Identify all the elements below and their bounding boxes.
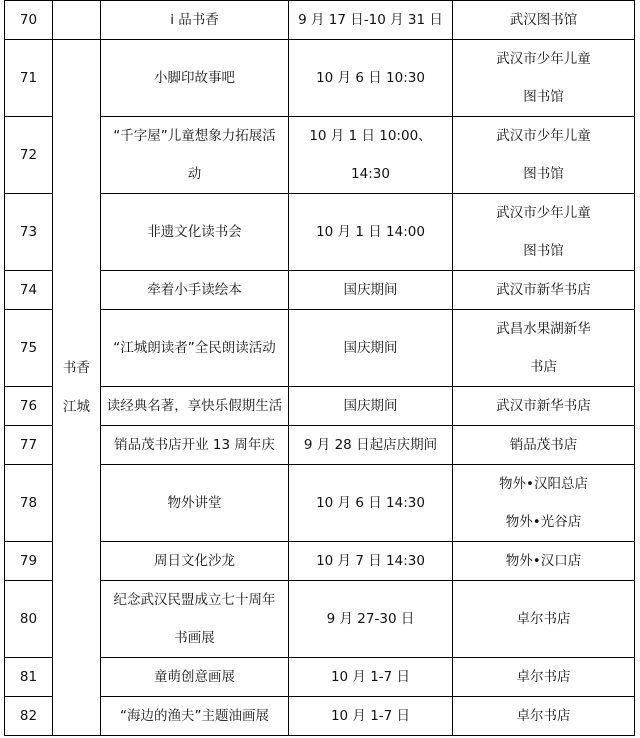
venue-cell <box>453 465 635 542</box>
venue-line: 武汉图书馆 <box>509 12 578 28</box>
activity-time-line: 10 月 1-7 日 <box>330 669 411 685</box>
row-number-cell: 82 <box>5 697 53 736</box>
activity-time-cell <box>289 465 453 542</box>
venue-line: 武昌水果湖新华 <box>496 321 591 337</box>
category-cell-empty <box>53 1 101 40</box>
activity-name-cell <box>101 542 289 581</box>
row-number-cell: 70 <box>5 1 53 40</box>
category-label-line2: 江城 <box>63 398 90 415</box>
venue-line: 武汉市少年儿童 <box>496 128 591 144</box>
activity-time-line: 9 月 27-30 日 <box>326 611 415 627</box>
activity-time-cell <box>289 542 453 581</box>
activity-name-cell <box>101 117 289 194</box>
activity-time-cell <box>289 658 453 697</box>
row-number-cell: 80 <box>5 581 53 658</box>
activity-time-line: 9 月 17 日-10 月 31 日 <box>298 12 443 28</box>
venue-line: 图书馆 <box>523 89 564 105</box>
venue-line: 武汉市新华书店 <box>496 398 591 414</box>
activity-time-line: 国庆期间 <box>343 340 398 356</box>
activity-table <box>4 0 635 736</box>
activity-time-line: 国庆期间 <box>343 398 398 414</box>
activity-name-cell <box>101 581 289 658</box>
row-number-cell: 79 <box>5 542 53 581</box>
venue-cell <box>453 581 635 658</box>
row-number-cell: 75 <box>5 310 53 387</box>
venue-line: 武汉市少年儿童 <box>496 51 591 67</box>
activity-name-line: 纪念武汉民盟成立七十周年 <box>113 592 276 608</box>
activity-time-cell <box>289 697 453 736</box>
row-number-cell: 78 <box>5 465 53 542</box>
activity-name-cell <box>101 658 289 697</box>
activity-name-line: i 品书香 <box>170 12 219 28</box>
category-label-line1: 书香 <box>63 359 90 376</box>
activity-time-line: 10 月 7 日 14:30 <box>316 553 425 569</box>
activity-name-cell <box>101 387 289 426</box>
venue-line: 武汉市少年儿童 <box>496 205 591 221</box>
activity-time-cell <box>289 271 453 310</box>
row-number-cell: 76 <box>5 387 53 426</box>
activity-name-line: 销品茂书店开业 13 周年庆 <box>114 437 275 453</box>
activity-name-cell <box>101 465 289 542</box>
venue-cell <box>453 310 635 387</box>
activity-time-cell <box>289 387 453 426</box>
activity-name-cell <box>101 426 289 465</box>
row-number-cell: 72 <box>5 117 53 194</box>
row-number-cell: 73 <box>5 194 53 271</box>
venue-cell <box>453 542 635 581</box>
activity-time-line: 国庆期间 <box>343 282 398 298</box>
row-number-cell: 77 <box>5 426 53 465</box>
activity-name-line: 非遗文化读书会 <box>147 224 242 240</box>
activity-time-cell <box>289 310 453 387</box>
activity-name-cell <box>101 310 289 387</box>
activity-name-cell <box>101 40 289 117</box>
activity-name-line: “江城朗读者”全民朗读活动 <box>113 340 276 356</box>
activity-time-cell <box>289 581 453 658</box>
activity-time-line: 10 月 6 日 14:30 <box>316 495 425 511</box>
venue-cell <box>453 697 635 736</box>
row-number-cell: 74 <box>5 271 53 310</box>
venue-cell <box>453 117 635 194</box>
table-body <box>5 1 635 736</box>
venue-line: 卓尔书店 <box>516 611 571 627</box>
activity-name-line: 小脚印故事吧 <box>154 70 235 86</box>
activity-time-line: 10 月 1 日 10:00、14:30 <box>309 128 432 182</box>
activity-time-cell <box>289 117 453 194</box>
activity-name-cell <box>101 271 289 310</box>
venue-line: 销品茂书店 <box>509 437 578 453</box>
venue-line: 物外•汉阳总店 <box>499 476 588 492</box>
activity-time-cell <box>289 1 453 40</box>
venue-cell <box>453 194 635 271</box>
activity-time-line: 10 月 6 日 10:30 <box>316 70 425 86</box>
venue-cell <box>453 271 635 310</box>
activity-name-line: 周日文化沙龙 <box>154 553 235 569</box>
activity-name-cell <box>101 697 289 736</box>
table-row <box>5 1 635 40</box>
activity-name-line: 物外讲堂 <box>167 495 222 511</box>
activity-name-line: 童萌创意画展 <box>154 669 235 685</box>
activity-time-line: 10 月 1-7 日 <box>330 708 411 724</box>
venue-line: 图书馆 <box>523 243 564 259</box>
venue-cell <box>453 658 635 697</box>
venue-line: 卓尔书店 <box>516 708 571 724</box>
activity-name-line: 牵着小手读绘本 <box>147 282 242 298</box>
activity-name-line: 读经典名著，享快乐假期生活 <box>106 398 283 414</box>
venue-cell <box>453 387 635 426</box>
venue-cell <box>453 1 635 40</box>
activity-name-line: 动 <box>187 166 202 182</box>
venue-line: 书店 <box>530 359 557 375</box>
activity-name-line: “海边的渔夫”主题油画展 <box>120 708 269 724</box>
activity-name-cell <box>101 194 289 271</box>
activity-time-cell <box>289 194 453 271</box>
venue-cell <box>453 426 635 465</box>
row-number-cell: 71 <box>5 40 53 117</box>
venue-line: 物外•汉口店 <box>505 553 582 569</box>
category-cell <box>53 40 101 736</box>
activity-time-line: 10 月 1 日 14:00 <box>316 224 425 240</box>
activity-time-cell <box>289 426 453 465</box>
activity-name-cell <box>101 1 289 40</box>
activity-time-line: 9 月 28 日起店庆期间 <box>303 437 438 453</box>
venue-cell <box>453 40 635 117</box>
table-row <box>5 40 635 117</box>
activity-time-cell <box>289 40 453 117</box>
row-number-cell: 81 <box>5 658 53 697</box>
activity-name-line: 书画展 <box>174 630 215 646</box>
venue-line: 卓尔书店 <box>516 669 571 685</box>
venue-line: 武汉市新华书店 <box>496 282 591 298</box>
venue-line: 图书馆 <box>523 166 564 182</box>
activity-name-line: “千字屋”儿童想象力拓展活 <box>113 128 276 144</box>
venue-line: 物外•光谷店 <box>505 514 582 530</box>
